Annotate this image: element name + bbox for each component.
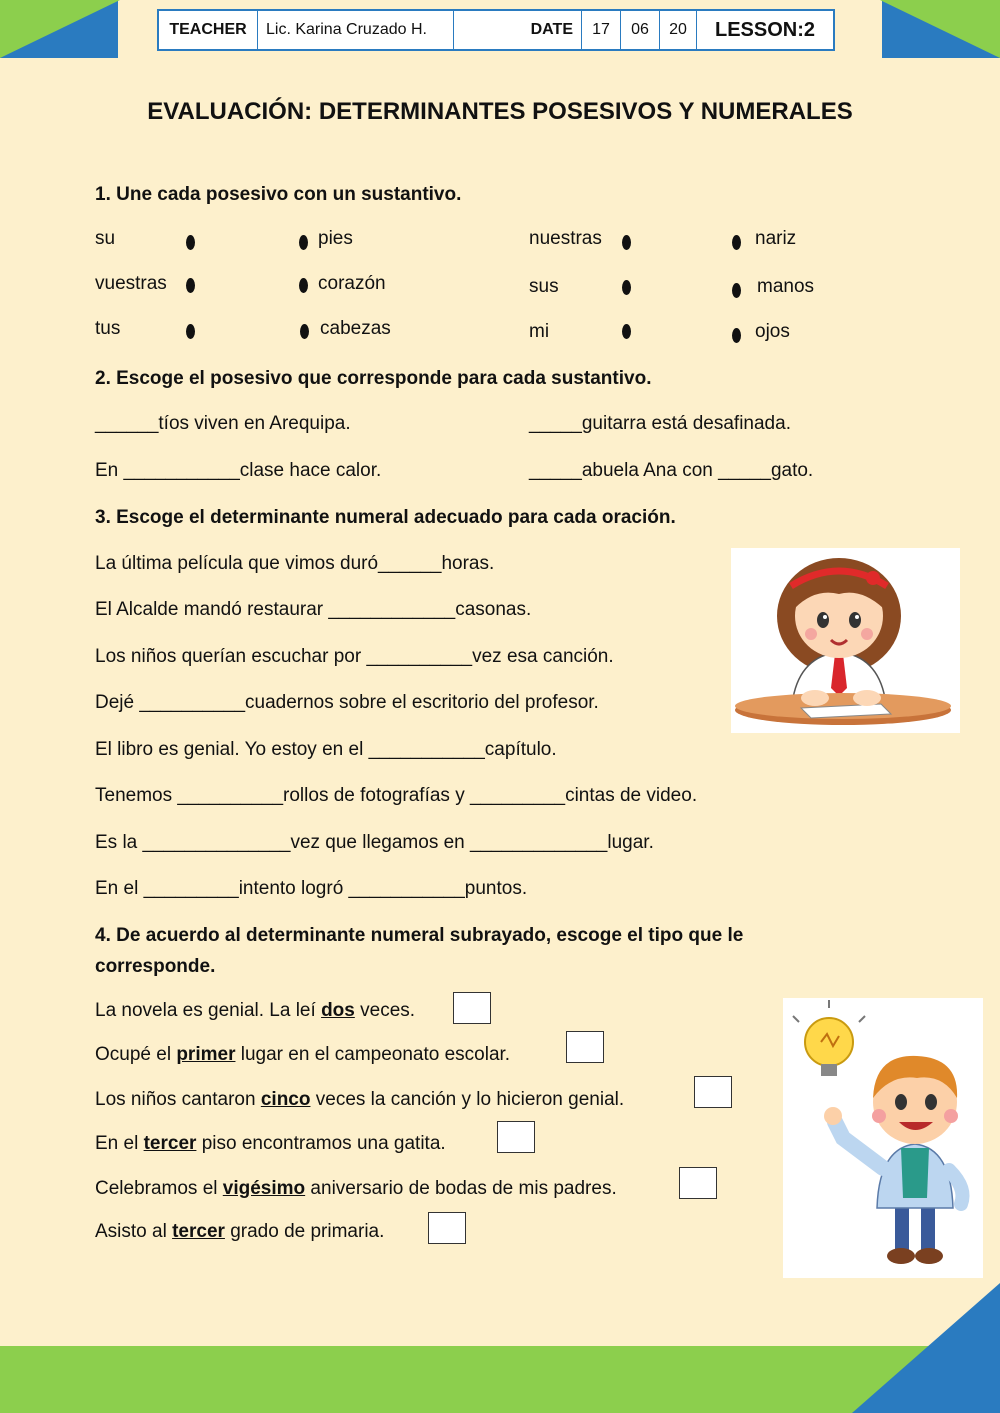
s3-sentence: La última película que vimos duró______horas.: [95, 553, 495, 574]
s4-item: Asisto al tercer grado de primaria.: [95, 1221, 385, 1242]
underlined-numeral: cinco: [260, 1089, 311, 1110]
underlined-numeral: tercer: [172, 1221, 225, 1242]
s1-right-noun: ojos: [755, 321, 790, 342]
footer-corner: [852, 1283, 1000, 1413]
s4-item: Celebramos el vigésimo aniversario de bodas de mis padres.: [95, 1178, 617, 1199]
underlined-numeral: primer: [176, 1044, 236, 1065]
s1-right-noun: nariz: [755, 228, 797, 249]
underlined-numeral: dos: [321, 1000, 355, 1021]
s2-sentence: _____guitarra está desafinada.: [529, 413, 791, 434]
match-dot[interactable]: [299, 235, 308, 250]
section3-heading: 3. Escoge el determinante numeral adecuado para cada oración.: [95, 507, 676, 528]
s1-left-possessive: su: [95, 228, 116, 249]
header-info-table: [157, 9, 835, 51]
lesson-label: LESSON:2: [714, 18, 816, 41]
s3-sentence: Es la ______________vez que llegamos en _____________lugar.: [95, 832, 654, 853]
header-corner-right: [880, 0, 1000, 58]
s2-sentence: En ___________clase hace calor.: [95, 460, 382, 481]
match-dot[interactable]: [186, 278, 195, 293]
date-day: 17: [582, 11, 621, 49]
s1-right-possessive: sus: [529, 276, 559, 297]
match-dot[interactable]: [622, 235, 631, 250]
boy-idea-illustration: [783, 998, 983, 1278]
s1-left-noun: corazón: [318, 273, 386, 294]
s1-left-possessive: vuestras: [95, 273, 167, 294]
s1-left-noun: cabezas: [320, 318, 391, 339]
teacher-label: TEACHER: [159, 11, 258, 49]
match-dot[interactable]: [732, 283, 741, 298]
date-year: 20: [660, 11, 697, 49]
s1-left-possessive: tus: [95, 318, 121, 339]
match-dot[interactable]: [622, 324, 631, 339]
answer-box[interactable]: [694, 1076, 732, 1108]
underlined-numeral: tercer: [143, 1133, 197, 1154]
s1-right-noun: manos: [757, 276, 815, 297]
s2-sentence: ______tíos viven en Arequipa.: [95, 413, 351, 434]
date-month: 06: [621, 11, 660, 49]
answer-box[interactable]: [566, 1031, 604, 1063]
s2-sentence: _____abuela Ana con _____gato.: [529, 460, 814, 481]
s4-item: Los niños cantaron cinco veces la canción y lo hicieron genial.: [95, 1089, 625, 1110]
match-dot[interactable]: [299, 278, 308, 293]
answer-box[interactable]: [453, 992, 491, 1024]
s4-item: La novela es genial. La leí dos veces.: [95, 1000, 416, 1021]
page-title: EVALUACIÓN: DETERMINANTES POSESIVOS Y NUMERALES: [147, 98, 853, 125]
underlined-numeral: vigésimo: [222, 1178, 306, 1199]
s1-right-possessive: nuestras: [529, 228, 602, 249]
match-dot[interactable]: [186, 235, 195, 250]
s3-sentence: El libro es genial. Yo estoy en el ___________capítulo.: [95, 739, 557, 760]
match-dot[interactable]: [300, 324, 309, 339]
footer-band: [0, 1346, 1000, 1413]
s4-item: En el tercer piso encontramos una gatita.: [95, 1133, 446, 1154]
match-dot[interactable]: [732, 328, 741, 343]
s3-sentence: En el _________intento logró ___________puntos.: [95, 878, 528, 899]
s3-sentence: El Alcalde mandó restaurar ____________casonas.: [95, 599, 532, 620]
s1-left-noun: pies: [318, 228, 353, 249]
s4-item: Ocupé el primer lugar en el campeonato escolar.: [95, 1044, 511, 1065]
s3-sentence: Dejé __________cuadernos sobre el escritorio del profesor.: [95, 692, 599, 713]
s1-right-possessive: mi: [529, 321, 550, 342]
section4-heading-line2: corresponde.: [95, 956, 216, 977]
answer-box[interactable]: [428, 1212, 466, 1244]
match-dot[interactable]: [732, 235, 741, 250]
section2-heading: 2. Escoge el posesivo que corresponde para cada sustantivo.: [95, 368, 652, 389]
answer-box[interactable]: [679, 1167, 717, 1199]
date-label: DATE: [454, 11, 582, 49]
answer-box[interactable]: [497, 1121, 535, 1153]
match-dot[interactable]: [186, 324, 195, 339]
s3-sentence: Los niños querían escuchar por __________vez esa canción.: [95, 646, 614, 667]
header-corner-left: [0, 0, 120, 58]
s3-sentence: Tenemos __________rollos de fotografías y _________cintas de video.: [95, 785, 698, 806]
match-dot[interactable]: [622, 280, 631, 295]
girl-writing-illustration: [731, 548, 960, 733]
section4-heading-line1: 4. De acuerdo al determinante numeral subrayado, escoge el tipo que le: [95, 925, 744, 946]
section1-heading: 1. Une cada posesivo con un sustantivo.: [95, 184, 462, 205]
teacher-name: Lic. Karina Cruzado H.: [258, 11, 454, 49]
